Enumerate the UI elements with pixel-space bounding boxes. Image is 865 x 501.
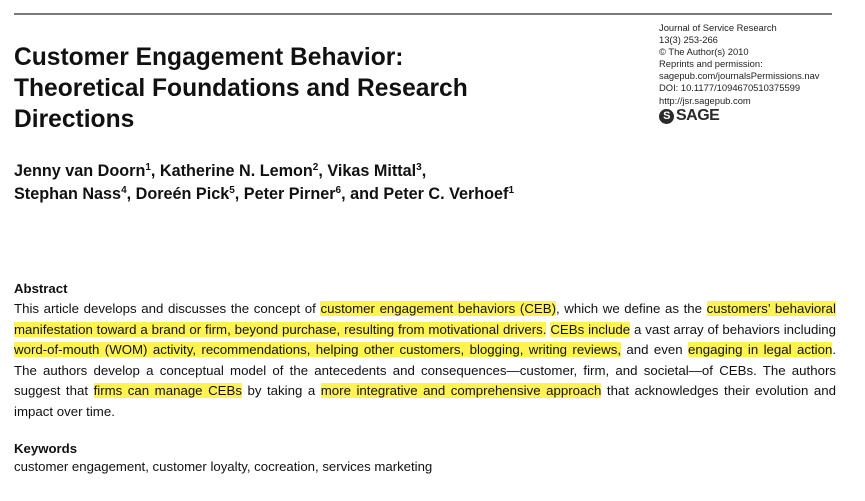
author-name: Peter Pirner [243,184,336,203]
abstract-heading: Abstract [14,281,68,296]
title-line: Theoretical Foundations and Research [14,75,468,102]
title-line: Customer Engagement Behavior: [14,44,404,71]
author-affiliation-number: 3 [416,162,422,173]
abstract-segment: and even [621,342,688,357]
journal-copyright: © The Author(s) 2010 [659,46,749,58]
abstract-segment: . The authors develop a conceptual model of the antecedents and consequences—customer, firm, and societal—of CEBs. The authors suggest that [14,342,836,398]
journal-doi[interactable]: DOI: 10.1177/1094670510375599 [659,82,801,94]
author-separator: , and [341,184,384,203]
author-name: Peter C. Verhoef [383,184,509,203]
keywords-heading: Keywords [14,441,78,456]
abstract-segment: that acknowledges their evolution and impact over time. [14,383,836,419]
highlighted-phrase: CEBs include [550,321,631,337]
title-line: Directions [14,106,135,133]
highlighted-phrase: engaging in legal action [688,342,833,357]
abstract-text [14,299,836,422]
highlighted-phrase: firms can manage CEBs [93,383,242,398]
highlighted-phrase: more integrative and comprehensive approach [320,383,602,398]
author-name: Katherine N. Lemon [159,162,313,180]
abstract-segment: , which we define as the [555,301,707,316]
author-separator: , [318,162,328,180]
sage-logo [659,109,859,124]
journal-permissions-link[interactable]: sagepub.com/journalsPermissions.nav [659,70,820,82]
author-separator: , [234,184,244,203]
journal-info [659,22,859,124]
author-name: Doreén Pick [135,184,230,203]
author-separator: , [126,184,136,203]
top-rule [14,13,832,15]
author-list [14,160,714,205]
author-name: Jenny van Doorn [14,162,146,180]
author-affiliation-number: 4 [121,184,127,196]
sage-mark-icon: S [659,109,674,124]
author-affiliation-number: 1 [508,184,515,196]
keywords-text: customer engagement, customer loyalty, cocreation, services marketing [14,459,433,474]
highlighted-phrase: customer engagement behaviors (CEB) [320,301,556,316]
journal-volume: 13(3) 253-266 [659,34,718,46]
abstract-segment: by taking a [241,383,321,398]
author-name: Vikas Mittal [327,162,417,180]
abstract-segment: a vast array of behaviors including [630,321,837,337]
author-separator: , [150,162,160,180]
journal-url[interactable]: http://jsr.sagepub.com [659,94,751,106]
author-separator: , [421,162,427,180]
sage-logo-text: SAGE [676,107,720,125]
author-line-2 [14,183,714,206]
author-name: Stephan Nass [14,184,122,203]
journal-name: Journal of Service Research [659,22,777,33]
author-line-1 [14,160,714,183]
author-affiliation-number: 1 [145,162,151,173]
author-affiliation-number: 2 [312,162,319,173]
abstract-segment: This article develops and discusses the concept of [14,301,321,316]
paper-title [14,42,634,135]
author-affiliation-number: 5 [229,184,235,196]
journal-reprints-label: Reprints and permission: [659,58,763,70]
author-affiliation-number: 6 [335,184,342,196]
highlighted-phrase: customers’ behavioral manifestation toward a brand or firm, beyond purchase, resulting from motivational drivers. [14,301,836,337]
highlighted-phrase: word-of-mouth (WOM) activity, recommendations, helping other customers, blogging, writing reviews, [14,342,622,357]
